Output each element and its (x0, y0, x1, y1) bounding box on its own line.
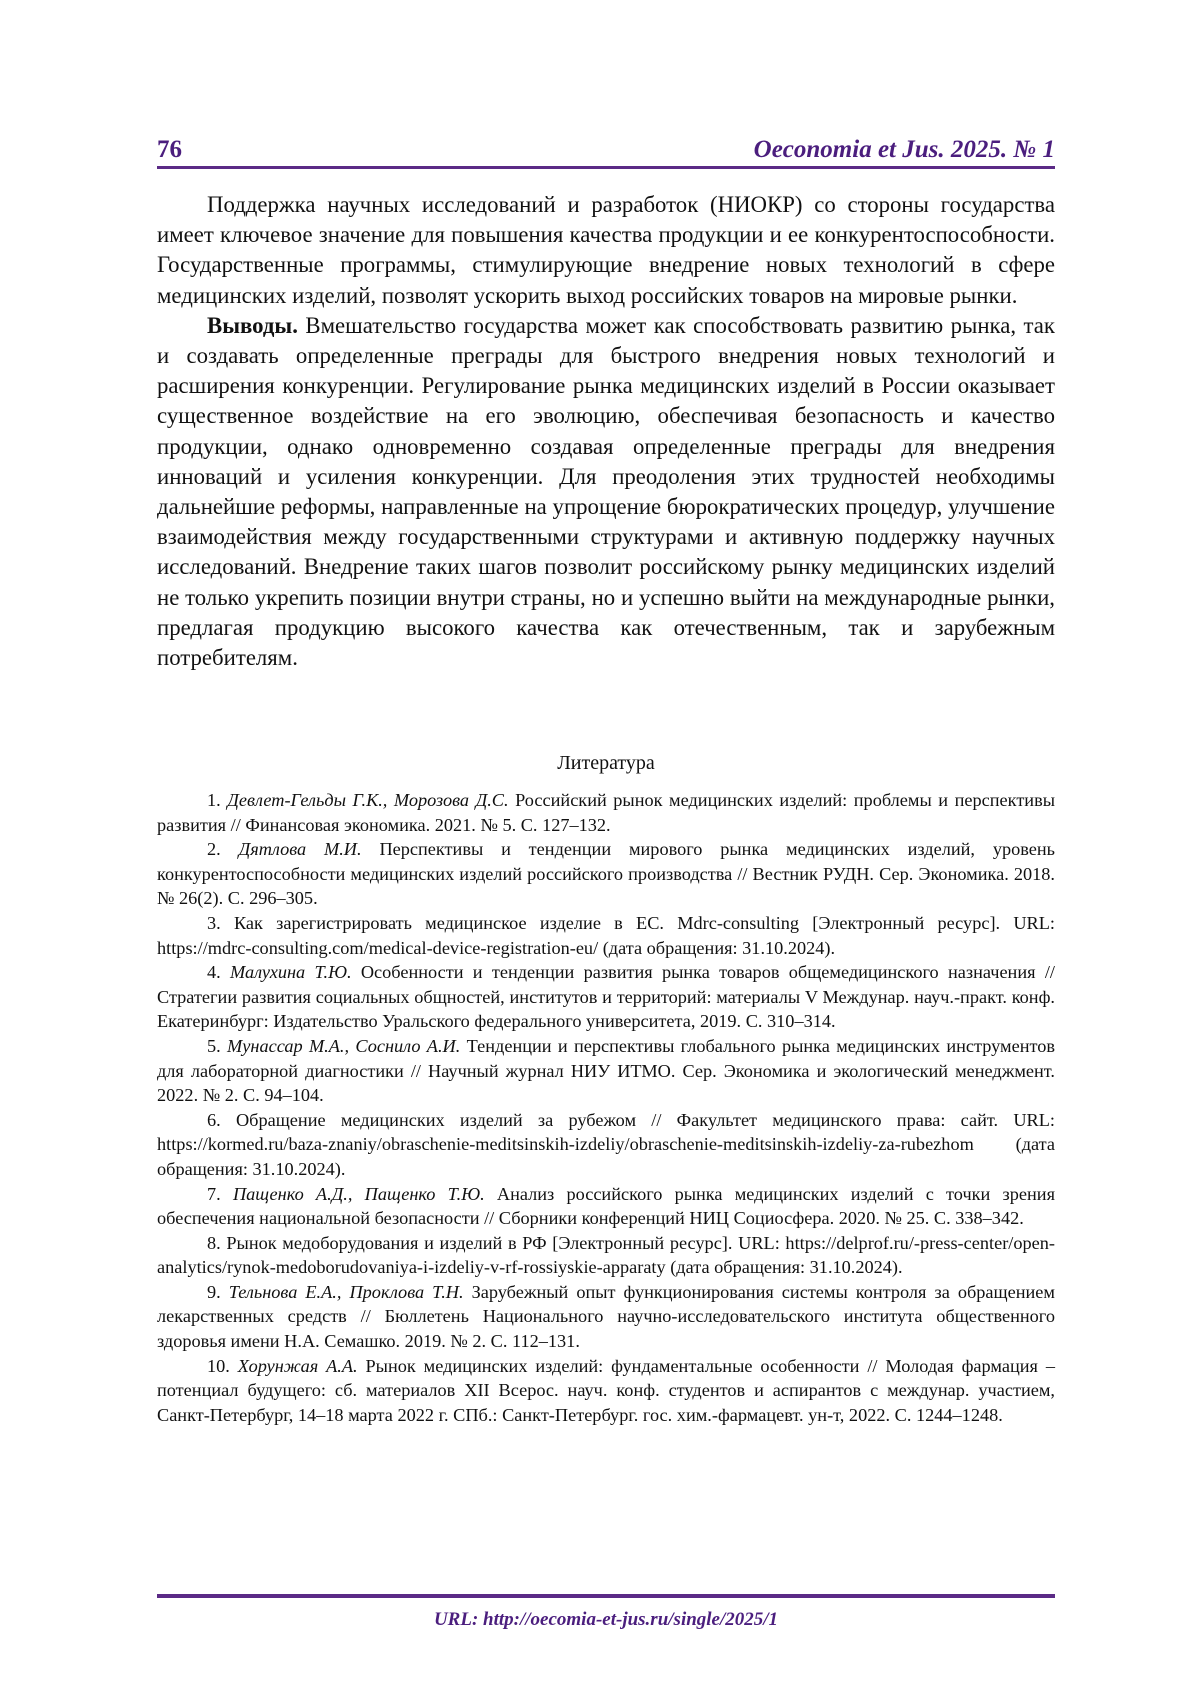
body-paragraph: Поддержка научных исследований и разработок (НИОКР) со стороны государства имеет ключевое значение для повышения качества продукции и ее конкурентоспособности. Государственные программы, стимулирующие внедрение новых технологий в сфере медицинских изделий, позволят ускорить выход российских товаров на мировые рынки. (157, 192, 1055, 308)
reference-number: 10. (207, 1355, 230, 1376)
page-number: 76 (157, 136, 182, 163)
reference-text: Особенности и тенденции развития рынка товаров общемедицинского назначения // Стратегии развития социальных общностей, институтов и территорий: материалы V Междунар. науч.-практ. конф. Екатеринбург: Издательство Уральского федерального университета, 2019. С. 310–314. (157, 962, 1055, 1032)
conclusions-text: Вмешательство государства может как способствовать развитию рынка, так и создавать определенные преграды для быстрого внедрения новых технологий и расширения конкуренции. Регулирование рынка медицинских изделий в России оказывает существенное воздействие на его эволюцию, обеспечивая безопасность и качество продукции, однако одновременно создавая определенные преграды для внедрения инноваций и усиления конкуренции. Для преодоления этих трудностей необходимы дальнейшие реформы, направленные на упрощение бюрократических процедур, улучшение взаимодействия между государственными структурами и активную поддержку научных исследований. Внедрение таких шагов позволит российскому рынку медицинских изделий не только укрепить позиции внутри страны, но и успешно выйти на международные рынки, предлагая продукцию высокого качества как отечественным, так и зарубежным потребителям. (157, 312, 1055, 671)
reference-item (157, 837, 1055, 911)
reference-authors: Тельнова Е.А., Проклова Т.Н. (228, 1281, 464, 1302)
journal-title: Oeconomia et Jus. 2025. № 1 (753, 136, 1055, 163)
reference-authors: Хорунжая А.А. (237, 1355, 358, 1376)
reference-item (157, 1231, 1055, 1280)
reference-number: 6. (207, 1109, 221, 1130)
reference-number: 3. (207, 912, 221, 933)
reference-list (157, 788, 1055, 1427)
reference-number: 9. (207, 1281, 221, 1302)
reference-text: Тенденции и перспективы глобального рынка медицинских инструментов для лабораторной диагностики // Научный журнал НИУ ИТМО. Сер. Экономика и экологический менеджмент. 2022. № 2. С. 94–104. (157, 1035, 1055, 1106)
reference-authors: Пащенко А.Д., Пащенко Т.Ю. (232, 1183, 485, 1204)
reference-item (157, 1108, 1055, 1182)
reference-item (157, 1280, 1055, 1354)
reference-number: 5. (207, 1035, 221, 1056)
reference-text: Рынок медицинских изделий: фундаментальные особенности // Молодая фармация – потенциал будущего: сб. материалов XII Всерос. науч. конф. студентов и аспирантов с междунар. участием, Санкт-Петербург, 14–18 марта 2022 г. СПб.: Санкт-Петербург. гос. хим.-фармацевт. ун-т, 2022. С. 1244–1248. (157, 1355, 1055, 1425)
reference-number: 1. (207, 790, 221, 810)
reference-text: Анализ российского рынка медицинских изделий с точки зрения обеспечения национальной безопасности // Сборники конференций НИЦ Социосфера. 2020. № 25. С. 338–342. (157, 1183, 1055, 1229)
footer-rule (157, 1594, 1055, 1598)
reference-number: 8. (207, 1232, 221, 1253)
reference-number: 4. (207, 962, 221, 983)
reference-number: 7. (207, 1183, 221, 1204)
reference-authors: Малухина Т.Ю. (230, 962, 352, 983)
literature-heading: Литература (557, 752, 655, 774)
reference-item (157, 1354, 1055, 1428)
main-text (157, 190, 1055, 673)
reference-item (157, 1034, 1055, 1108)
reference-text: Рынок медоборудования и изделий в РФ [Электронный ресурс]. URL: https://delprof.ru/-press-center/open-analytics/rynok-medoborudovaniya-i-izdeliy-v-rf-rossiyskie-apparaty (дата обращения: 31.10.2024). (157, 1232, 1055, 1278)
reference-item (157, 788, 1055, 837)
reference-authors: Мунассар М.А., Соснило А.И. (227, 1035, 461, 1056)
reference-item (157, 1182, 1055, 1231)
reference-text: Зарубежный опыт функционирования системы контроля за обращением лекарственных средств // Бюллетень Национального научно-исследовательского института общественного здоровья имени Н.А. Семашко. 2019. № 2. С. 112–131. (157, 1281, 1055, 1352)
conclusions-paragraph (157, 311, 1055, 673)
reference-text: Как зарегистрировать медицинское изделие в ЕС. Mdrc-consulting [Электронный ресурс]. URL: https://mdrc-consulting.com/medical-device-registration-eu/ (дата обращения: 31.10.2024). (157, 912, 1055, 958)
reference-number: 2. (207, 839, 221, 860)
reference-item (157, 911, 1055, 960)
reference-text: Российский рынок медицинских изделий: проблемы и перспективы развития // Финансовая экономика. 2021. № 5. С. 127–132. (157, 790, 1056, 835)
page-header (157, 128, 1055, 164)
header-rule (157, 166, 1055, 169)
reference-text: Обращение медицинских изделий за рубежом // Факультет медицинского права: сайт. URL: https://kormed.ru/baza-znaniy/obraschenie-meditsinskih-izdeliy/obraschenie-meditsinskih-izdeliy-za-rubezhom (дата обращения: 31.10.2024). (157, 1109, 1055, 1179)
reference-authors: Дятлова М.И. (238, 839, 362, 860)
reference-item (157, 960, 1055, 1034)
conclusions-label: Выводы. (207, 312, 298, 338)
footer-url: URL: http://oecomia-et-jus.ru/single/2025/1 (433, 1609, 779, 1630)
reference-authors: Девлет-Гельды Г.К., Морозова Д.С. (227, 790, 509, 810)
reference-text: Перспективы и тенденции мирового рынка медицинских изделий, уровень конкурентоспособности медицинских изделий российского производства // Вестник РУДН. Сер. Экономика. 2018. № 26(2). С. 296–305. (157, 839, 1055, 909)
